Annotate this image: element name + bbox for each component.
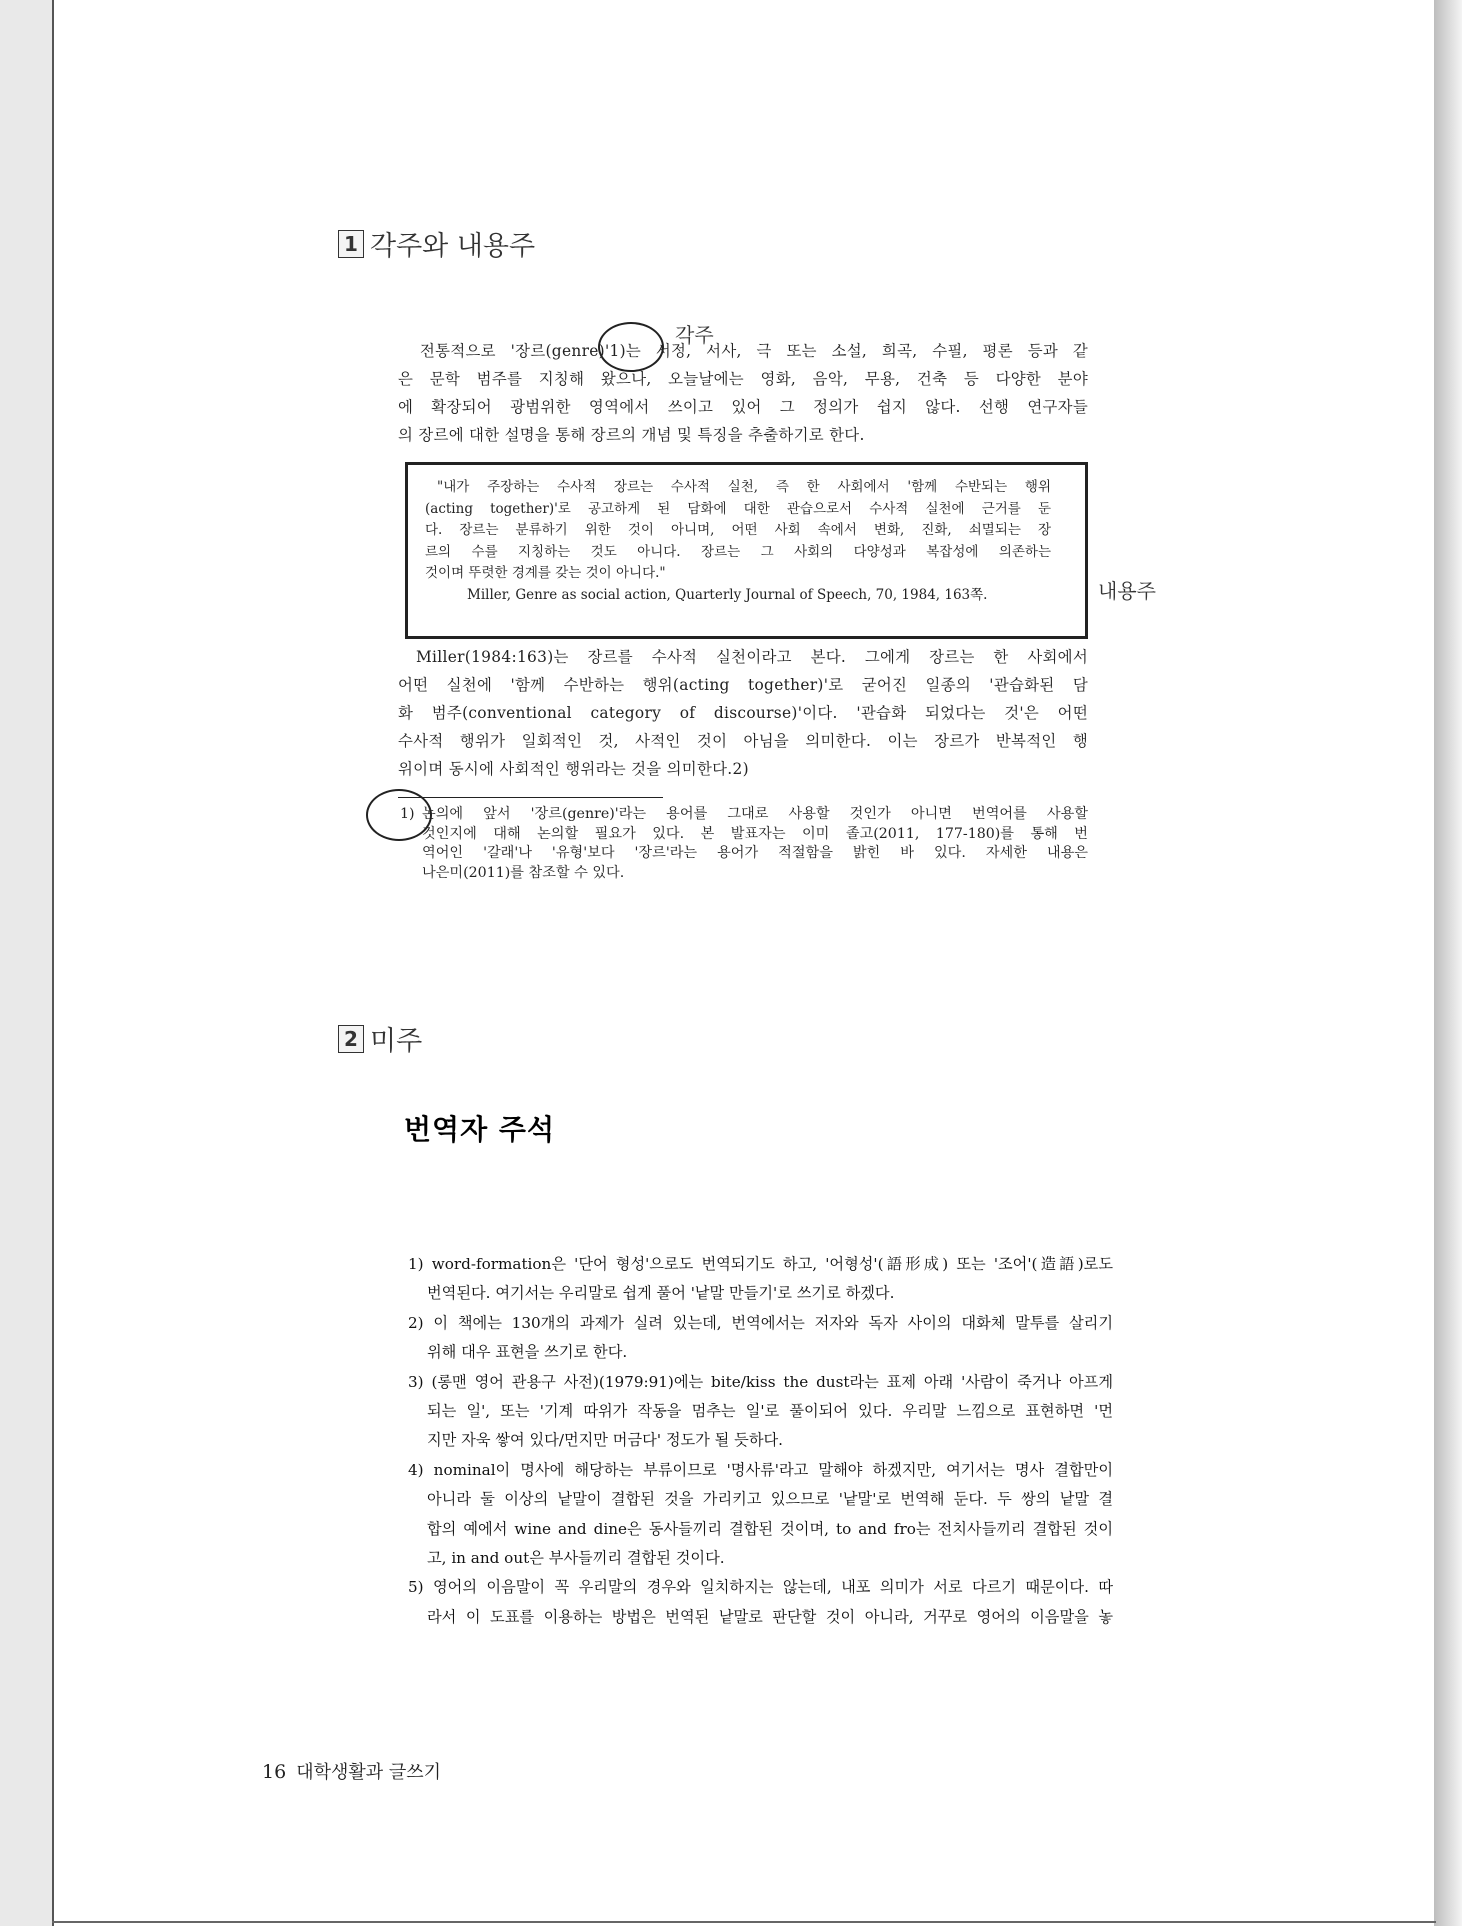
quote-line: 다. 장르는 분류하기 위한 것이 아니며, 어떤 사회 속에서 변화, 진화, 쇠멸되는 장 [425,522,1051,539]
paragraph-1-line: 에 확장되어 광범위한 영역에서 쓰이고 있어 그 정의가 쉽지 않다. 선행 연구자들 [398,398,1088,416]
footnote-separator [398,797,663,798]
endnote-line: 5) 영어의 이음말이 꼭 우리말의 경우와 일치하지는 않는데, 내포 의미가 서로 다르기 때문이다. 따 [408,1578,1113,1597]
footnote-label: 각주 [675,323,714,347]
page-footer [262,1758,441,1784]
footnote-1-line: 역어인 '갈래'나 '유형'보다 '장르'라는 용어가 적절함을 밝힌 바 있다. 자세한 내용은 [422,845,1088,861]
footnote-1-line: 논의에 앞서 '장르(genre)'라는 용어를 그대로 사용할 것인가 아니면 번역어를 사용할 [422,806,1088,822]
section-2-title: 미주 [370,1026,423,1057]
endnote-item [408,1573,1113,1632]
endnote-line: 2) 이 책에는 130개의 과제가 실려 있는데, 번역에서는 저자와 독자 사이의 대화체 말투를 살리기 [408,1313,1113,1332]
section-1-number: 1 [338,230,364,258]
endnote-line: 아니라 둘 이상의 낱말이 결합된 것을 가리키고 있으므로 '낱말'로 번역해 둔다. 두 쌍의 낱말 결 [427,1490,1113,1509]
endnote-item [408,1309,1113,1368]
footnote-1 [422,805,1088,883]
quote-line: "내가 주장하는 수사적 장르는 수사적 실천, 즉 한 사회에서 '함께 수반되는 행위 [437,479,1051,495]
endnote-line: 4) nominal이 명사에 해당하는 부류이므로 '명사류'라고 말해야 하겠지만, 여기서는 명사 결합만이 [408,1460,1113,1479]
paragraph-2-line: Miller(1984:163)는 장르를 수사적 실천이라고 본다. 그에게 장르는 한 사회에서 [416,648,1088,666]
endnote-line: 고, in and out은 부사들끼리 결합된 것이다. [427,1549,725,1568]
quote-source: Miller, Genre as social action, Quarterly Journal of Speech, 70, 1984, 163쪽. [467,586,988,603]
paragraph-1-line: 은 문학 범주를 지칭해 왔으나, 오늘날에는 영화, 음악, 무용, 건축 등 다양한 분야 [398,370,1088,388]
page-bottom-border [52,1921,1436,1923]
endnote-item [408,1456,1113,1574]
page-number: 16 [262,1761,287,1783]
content-note-label: 내용주 [1098,579,1156,603]
endnote-line: 라서 이 도표를 이용하는 방법은 번역된 낱말로 판단할 것이 아니라, 거꾸로 영어의 이음말을 놓 [427,1607,1113,1626]
quote-line: 르의 수를 지칭하는 것도 아니다. 장르는 그 사회의 다양성과 복잡성에 의존하는 [425,543,1051,560]
quote-line: 것이며 뚜렷한 경계를 갖는 것이 아니다." [425,565,666,582]
document-page [52,0,1436,1926]
endnote-line: 합의 예에서 wine and dine은 동사들끼리 결합된 것이며, to and fro는 전치사들끼리 결합된 것이 [427,1519,1113,1538]
section-1-heading [338,224,535,263]
section-1-title: 각주와 내용주 [370,231,536,262]
footnote-1-line: 나은미(2011)를 참조할 수 있다. [422,864,625,881]
endnotes-list [408,1250,1113,1632]
paragraph-2 [398,643,1088,783]
paragraph-2-line: 화 범주(conventional category of discourse)'이다. '관습화 되었다는 것'은 어떤 [398,704,1088,722]
paragraph-2-line: 어떤 실천에 '함께 수반하는 행위(acting together)'로 굳어진 일종의 '관습화된 담 [398,676,1088,694]
page-edge-shadow [1434,0,1462,1926]
book-title: 대학생활과 글쓰기 [296,1762,442,1783]
endnotes-title: 번역자 주석 [404,1113,555,1146]
section-2-heading [338,1019,422,1058]
endnote-line: 되는 일', 또는 '기계 따위가 작동을 멈추는 일'로 풀이되어 있다. 우리말 느낌으로 표현하면 '먼 [427,1402,1113,1421]
paragraph-1 [398,337,1088,449]
endnote-line: 지만 자욱 쌓여 있다/먼지만 머금다' 정도가 될 듯하다. [427,1431,784,1450]
endnote-item [408,1368,1113,1456]
section-2-number: 2 [338,1025,364,1053]
endnote-line: 위해 대우 표현을 쓰기로 한다. [427,1343,628,1362]
footnote-1-line: 것인지에 대해 논의할 필요가 있다. 본 발표자는 이미 졸고(2011, 177-180)를 통해 번 [422,825,1088,842]
endnote-line: 번역된다. 여기서는 우리말로 쉽게 풀어 '낱말 만들기'로 쓰기로 하겠다. [427,1284,895,1303]
endnote-item [408,1250,1113,1309]
quote-text [425,477,1051,607]
endnote-line: 3) (롱맨 영어 관용구 사전)(1979:91)에는 bite/kiss the dust라는 표제 아래 '사람이 죽거나 아프게 [408,1372,1113,1391]
paragraph-1-line: 전통적으로 '장르(genre)'1)는 서정, 서사, 극 또는 소설, 희곡, 수필, 평론 등과 같 [420,342,1088,360]
footnote-1-marker: 1) [400,806,415,822]
endnote-line: 1) word-formation은 '단어 형성'으로도 번역되기도 하고, '어형성'(語形成) 또는 '조어'(造語)로도 [408,1255,1113,1273]
paragraph-1-line: 의 장르에 대한 설명을 통해 장르의 개념 및 특징을 추출하기로 한다. [398,426,865,444]
paragraph-2-line: 수사적 행위가 일회적인 것, 사적인 것이 아님을 의미한다. 이는 장르가 반복적인 행 [398,732,1088,750]
paragraph-2-line: 위이며 동시에 사회적인 행위라는 것을 의미한다.2) [398,760,749,778]
quote-line: (acting together)'로 공고하게 된 담화에 대한 관습으로서 수사적 실천에 근거를 둔 [425,500,1051,517]
